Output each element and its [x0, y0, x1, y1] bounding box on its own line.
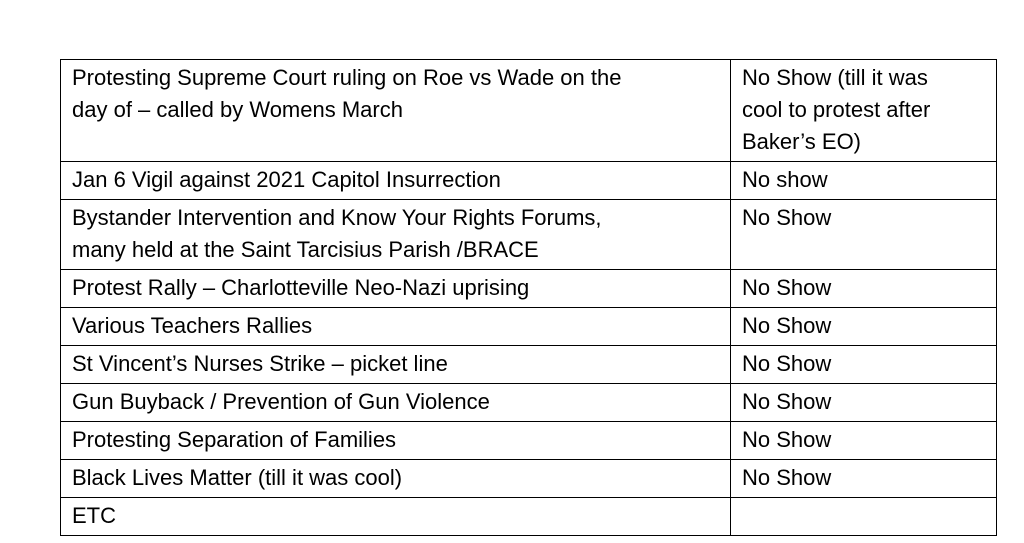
status-cell: No Show: [731, 200, 997, 270]
table-row: [61, 498, 997, 536]
event-cell: Gun Buyback / Prevention of Gun Violence: [61, 384, 731, 422]
event-cell: Protesting Supreme Court ruling on Roe vs Wade on the day of – called by Womens March: [61, 60, 731, 162]
event-cell: Protest Rally – Charlotteville Neo-Nazi uprising: [61, 270, 731, 308]
status-cell: No Show: [731, 422, 997, 460]
status-cell: No Show (till it was cool to protest after Baker’s EO): [731, 60, 997, 162]
events-table: [60, 59, 997, 536]
event-cell: Bystander Intervention and Know Your Rights Forums, many held at the Saint Tarcisius Parish /BRACE: [61, 200, 731, 270]
event-cell: ETC: [61, 498, 731, 536]
event-cell: Black Lives Matter (till it was cool): [61, 460, 731, 498]
status-cell: No Show: [731, 384, 997, 422]
status-cell: No Show: [731, 346, 997, 384]
event-cell: Protesting Separation of Families: [61, 422, 731, 460]
table-row: [61, 346, 997, 384]
table-row: [61, 162, 997, 200]
event-cell: St Vincent’s Nurses Strike – picket line: [61, 346, 731, 384]
status-cell: No Show: [731, 270, 997, 308]
table-row: [61, 200, 997, 270]
table-row: [61, 422, 997, 460]
table-row: [61, 270, 997, 308]
table-row: [61, 460, 997, 498]
status-cell: No show: [731, 162, 997, 200]
table-row: [61, 308, 997, 346]
event-cell: Various Teachers Rallies: [61, 308, 731, 346]
status-cell: [731, 498, 997, 536]
event-cell: Jan 6 Vigil against 2021 Capitol Insurrection: [61, 162, 731, 200]
status-cell: No Show: [731, 460, 997, 498]
table-row: [61, 384, 997, 422]
status-cell: No Show: [731, 308, 997, 346]
table-row: [61, 60, 997, 162]
